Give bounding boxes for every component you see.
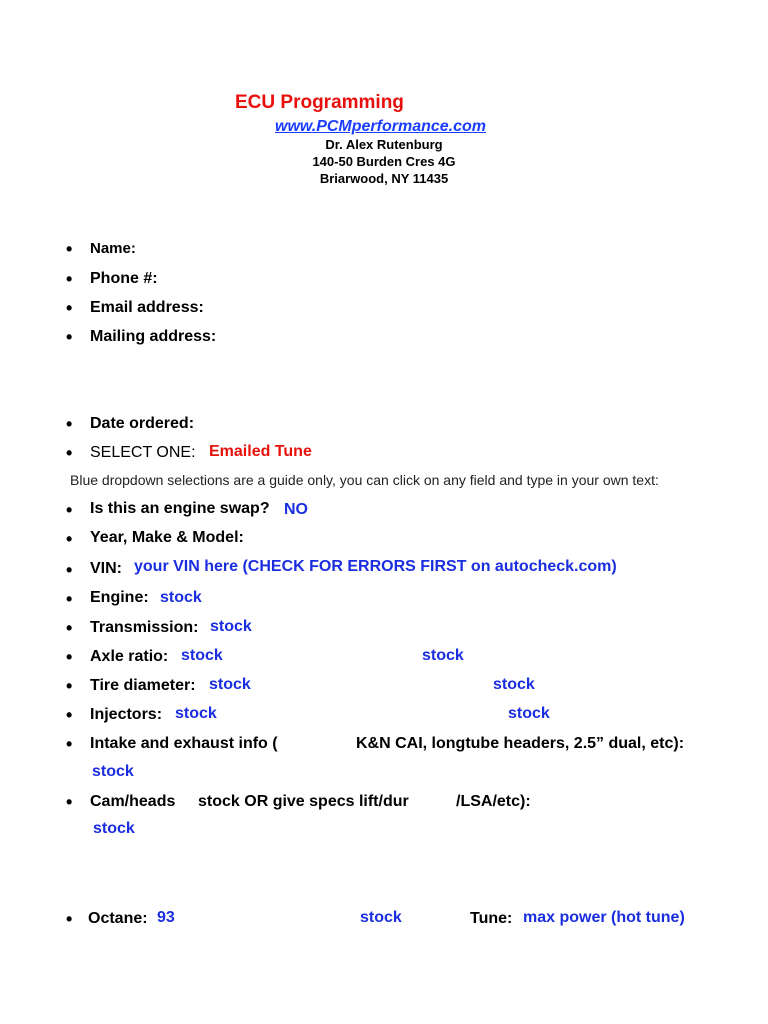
transmission-label: Transmission: <box>90 619 199 636</box>
dropdown-guide-note: Blue dropdown selections are a guide only, you can click on any field and type in your own text: <box>70 472 659 488</box>
engine-label: Engine: <box>90 589 149 606</box>
year-make-model-label: Year, Make & Model: <box>90 529 244 546</box>
bullet: • <box>66 327 73 347</box>
intake-exhaust-field[interactable]: stock <box>92 763 134 780</box>
tune-dropdown[interactable]: max power (hot tune) <box>523 909 685 926</box>
order-type-dropdown[interactable]: Emailed Tune <box>209 443 312 460</box>
tune-label: Tune: <box>470 910 513 927</box>
cam-heads-field[interactable]: stock <box>93 820 135 837</box>
bullet: • <box>66 589 73 609</box>
cam-heads-hint: stock OR give specs lift/dur <box>198 793 409 810</box>
octane-dropdown[interactable]: 93 <box>157 909 175 926</box>
bullet: • <box>66 500 73 520</box>
engine-swap-dropdown[interactable]: NO <box>284 501 308 518</box>
engine-swap-label: Is this an engine swap? <box>90 500 270 517</box>
bullet: • <box>66 705 73 725</box>
injectors-secondary-dropdown[interactable]: stock <box>508 705 550 722</box>
octane-secondary-dropdown[interactable]: stock <box>360 909 402 926</box>
vin-field[interactable]: your VIN here (CHECK FOR ERRORS FIRST on autocheck.com) <box>134 558 617 575</box>
injectors-label: Injectors: <box>90 706 163 723</box>
cam-heads-hint-end: /LSA/etc): <box>456 793 531 810</box>
bullet: • <box>66 676 73 696</box>
bullet: • <box>66 239 73 259</box>
select-one-label: SELECT ONE: <box>90 444 196 461</box>
tire-diameter-secondary-dropdown[interactable]: stock <box>493 676 535 693</box>
bullet: • <box>66 560 73 580</box>
intake-exhaust-label: Intake and exhaust info ( <box>90 735 278 752</box>
bullet: • <box>66 443 73 463</box>
contact-street: 140-50 Burden Cres 4G <box>312 154 456 169</box>
axle-ratio-dropdown[interactable]: stock <box>181 647 223 664</box>
contact-city: Briarwood, NY 11435 <box>319 171 449 186</box>
vin-label: VIN: <box>90 560 122 577</box>
bullet: • <box>66 414 73 434</box>
injectors-dropdown[interactable]: stock <box>175 705 217 722</box>
bullet: • <box>66 618 73 638</box>
email-label: Email address: <box>90 299 204 316</box>
bullet: • <box>66 529 73 549</box>
bullet: • <box>66 909 73 929</box>
cam-heads-label: Cam/heads <box>90 793 176 810</box>
tire-diameter-dropdown[interactable]: stock <box>209 676 251 693</box>
bullet: • <box>66 269 73 289</box>
bullet: • <box>66 298 73 318</box>
website-link[interactable]: www.PCMperformance.com <box>275 118 487 135</box>
phone-label: Phone #: <box>90 270 158 287</box>
contact-name: Dr. Alex Rutenburg <box>325 137 443 152</box>
name-label: Name: <box>90 240 136 257</box>
tire-diameter-label: Tire diameter: <box>90 677 196 694</box>
axle-ratio-secondary-dropdown[interactable]: stock <box>422 647 464 664</box>
intake-exhaust-example: K&N CAI, longtube headers, 2.5” dual, etc): <box>356 735 685 752</box>
engine-dropdown[interactable]: stock <box>160 589 202 606</box>
axle-ratio-label: Axle ratio: <box>90 648 169 665</box>
bullet: • <box>66 647 73 667</box>
octane-label: Octane: <box>88 910 148 927</box>
transmission-dropdown[interactable]: stock <box>210 618 252 635</box>
mailing-address-label: Mailing address: <box>90 328 217 345</box>
bullet: • <box>66 792 73 812</box>
bullet: • <box>66 734 73 754</box>
date-ordered-label: Date ordered: <box>90 415 195 432</box>
form-title: ECU Programming <box>235 92 404 113</box>
